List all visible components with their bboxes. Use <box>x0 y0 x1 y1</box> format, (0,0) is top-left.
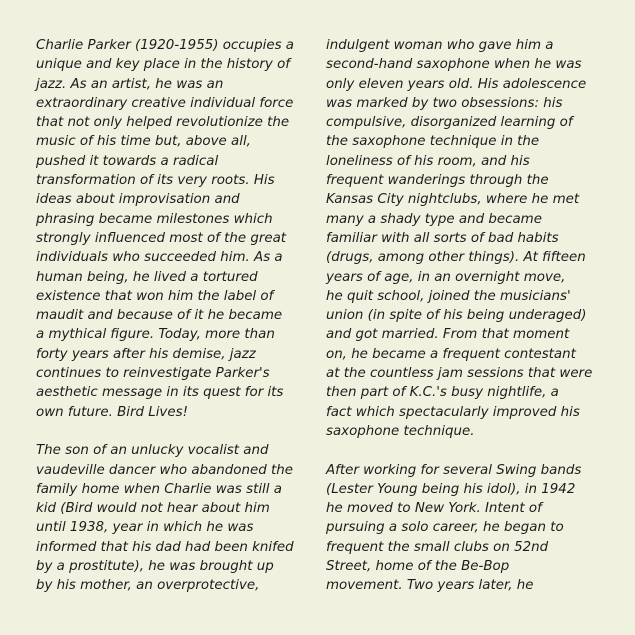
text-line: at the countless jam sessions that were <box>326 366 593 382</box>
text-line: the saxophone technique in the <box>326 134 540 150</box>
text-line: jazz. As an artist, he was an <box>36 76 224 92</box>
text-line: and got married. From that moment <box>326 327 570 343</box>
right-column <box>326 36 606 596</box>
text-line: unique and key place in the history of <box>36 57 290 73</box>
text-line: existence that won him the label of <box>36 288 274 304</box>
text-line: movement. Two years later, he <box>326 578 534 594</box>
text-line: he quit school, joined the musicians' <box>326 288 571 304</box>
text-line: by his mother, an overprotective, <box>36 578 260 594</box>
text-line: then part of K.C.'s busy nightlife, a <box>326 385 559 401</box>
text-line: by a prostitute), he was brought up <box>36 559 274 575</box>
text-line: own future. Bird Lives! <box>36 404 188 420</box>
text-line: (drugs, among other things). At fifteen <box>326 250 586 266</box>
text-line: many a shady type and became <box>326 211 542 227</box>
text-line: Street, home of the Be-Bop <box>326 559 510 575</box>
text-line: individuals who succeeded him. As a <box>36 250 283 266</box>
text-line: aesthetic message in its quest for its <box>36 385 284 401</box>
text-line: compulsive, disorganized learning of <box>326 115 573 131</box>
text-line: pushed it towards a radical <box>36 153 219 169</box>
text-line: maudit and because of it he became <box>36 308 283 324</box>
paragraph-spacer <box>326 441 606 460</box>
paragraph-intro <box>36 36 316 422</box>
text-line: Kansas City nightclubs, where he met <box>326 192 580 208</box>
text-line: informed that his dad had been knifed <box>36 539 294 555</box>
text-line: strongly influenced most of the great <box>36 230 287 246</box>
text-line: vaudeville dancer who abandoned the <box>36 462 293 478</box>
text-line: saxophone technique. <box>326 423 475 439</box>
text-line: years of age, in an overnight move, <box>326 269 566 285</box>
text-line: The son of an unlucky vocalist and <box>36 443 269 459</box>
text-line: family home when Charlie was still a <box>36 481 282 497</box>
paragraph-spacer <box>36 422 316 441</box>
text-line: he moved to New York. Intent of <box>326 501 542 517</box>
text-line: human being, he lived a tortured <box>36 269 258 285</box>
paragraph-childhood <box>36 441 316 595</box>
text-line: continues to reinvestigate Parker's <box>36 366 270 382</box>
text-line: on, he became a frequent contestant <box>326 346 576 362</box>
text-line: frequent wanderings through the <box>326 173 549 189</box>
text-line: forty years after his demise, jazz <box>36 346 256 362</box>
text-line: (Lester Young being his idol), in 1942 <box>326 481 576 497</box>
text-line: ideas about improvisation and <box>36 192 240 208</box>
text-line: a mythical figure. Today, more than <box>36 327 275 343</box>
text-line: transformation of its very roots. His <box>36 173 275 189</box>
text-line: union (in spite of his being underaged) <box>326 308 587 324</box>
text-line: only eleven years old. His adolescence <box>326 76 587 92</box>
text-line: pursuing a solo career, he began to <box>326 520 564 536</box>
paragraph-new-york <box>326 461 606 596</box>
text-line: After working for several Swing bands <box>326 462 582 478</box>
text-line: phrasing became milestones which <box>36 211 273 227</box>
text-line: loneliness of his room, and his <box>326 153 530 169</box>
text-line: second-hand saxophone when he was <box>326 57 582 73</box>
text-line: Charlie Parker (1920-1955) occupies a <box>36 38 295 53</box>
text-line: familiar with all sorts of bad habits <box>326 230 559 246</box>
text-line: that not only helped revolutionize the <box>36 115 290 131</box>
text-line: kid (Bird would not hear about him <box>36 501 270 517</box>
text-line: frequent the small clubs on 52nd <box>326 539 549 555</box>
left-column <box>36 36 316 596</box>
text-line: was marked by two obsessions: his <box>326 95 563 111</box>
paragraph-adolescence <box>326 36 606 441</box>
text-line: until 1938, year in which he was <box>36 520 254 536</box>
text-line: music of his time but, above all, <box>36 134 251 150</box>
text-line: fact which spectacularly improved his <box>326 404 580 420</box>
text-line: extraordinary creative individual force <box>36 95 294 111</box>
text-line: indulgent woman who gave him a <box>326 38 554 53</box>
